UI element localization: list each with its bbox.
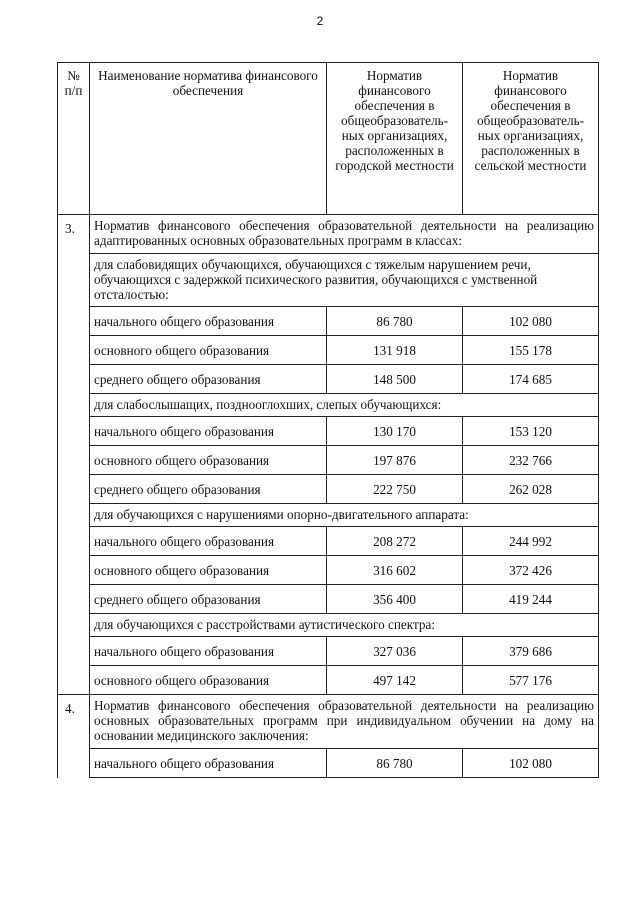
- city-value: 131 918: [327, 336, 463, 365]
- village-value: 372 426: [463, 556, 599, 585]
- table-row: [58, 365, 599, 394]
- city-value: 327 036: [327, 637, 463, 666]
- city-value: 208 272: [327, 527, 463, 556]
- level-cell: основного общего образования: [90, 556, 327, 585]
- section-3-title: Норматив финансового обеспечения образовательной деятельности на реализацию адаптированных основных образовательных программ в классах:: [90, 215, 599, 254]
- table-row: [58, 556, 599, 585]
- village-value: 153 120: [463, 417, 599, 446]
- section-4-title: Норматив финансового обеспечения образовательной деятельности на реализацию основных образовательных программ при индивидуальном обучении на дому на основании медицинского заключения:: [90, 695, 599, 749]
- level-cell: основного общего образования: [90, 666, 327, 695]
- village-value: 155 178: [463, 336, 599, 365]
- header-row: [58, 63, 599, 215]
- group-label: для слабослышащих, позднооглохших, слепых обучающихся:: [90, 394, 599, 417]
- city-value: 148 500: [327, 365, 463, 394]
- table-row: [58, 637, 599, 666]
- city-value: 497 142: [327, 666, 463, 695]
- city-value: 197 876: [327, 446, 463, 475]
- table-row: [58, 307, 599, 336]
- table-row: [58, 475, 599, 504]
- table-row: [58, 749, 599, 778]
- group-label-row: [58, 504, 599, 527]
- village-value: 244 992: [463, 527, 599, 556]
- section-4-title-row: [58, 695, 599, 749]
- page-number: 2: [316, 14, 324, 28]
- village-value: 232 766: [463, 446, 599, 475]
- table-row: [58, 336, 599, 365]
- section-4-number: 4.: [58, 695, 90, 749]
- group-label: для слабовидящих обучающихся, обучающихся с тяжелым нарушением речи, обучающихся с задержкой психического развития, обучающихся с умственной отсталостью:: [90, 254, 599, 307]
- level-cell: начального общего образования: [90, 527, 327, 556]
- village-value: 419 244: [463, 585, 599, 614]
- header-number: № п/п: [58, 63, 90, 215]
- section-3-number: 3.: [58, 215, 90, 254]
- village-value: 174 685: [463, 365, 599, 394]
- city-value: 222 750: [327, 475, 463, 504]
- table-row: [58, 666, 599, 695]
- group-label-row: [58, 254, 599, 307]
- header-name: Наименование норматива финансового обеспечения: [90, 63, 327, 215]
- group-label-row: [58, 394, 599, 417]
- village-value: 102 080: [463, 307, 599, 336]
- section-3-title-row: [58, 215, 599, 254]
- city-value: 356 400: [327, 585, 463, 614]
- city-value: 130 170: [327, 417, 463, 446]
- level-cell: начального общего образования: [90, 417, 327, 446]
- level-cell: начального общего образования: [90, 749, 327, 778]
- group-label: для обучающихся с нарушениями опорно-двигательного аппарата:: [90, 504, 599, 527]
- header-village: Норматив финансового обеспечения в общеобразователь-ных организациях, расположенных в сельской местности: [463, 63, 599, 215]
- village-value: 379 686: [463, 637, 599, 666]
- level-cell: основного общего образования: [90, 446, 327, 475]
- city-value: 86 780: [327, 749, 463, 778]
- village-value: 262 028: [463, 475, 599, 504]
- table-row: [58, 585, 599, 614]
- level-cell: основного общего образования: [90, 336, 327, 365]
- city-value: 316 602: [327, 556, 463, 585]
- normatives-table: [57, 62, 599, 778]
- level-cell: среднего общего образования: [90, 585, 327, 614]
- level-cell: начального общего образования: [90, 307, 327, 336]
- header-city: Норматив финансового обеспечения в общеобразователь-ных организациях, расположенных в городской местности: [327, 63, 463, 215]
- table-row: [58, 417, 599, 446]
- group-label: для обучающихся с расстройствами аутистического спектра:: [90, 614, 599, 637]
- level-cell: начального общего образования: [90, 637, 327, 666]
- village-value: 577 176: [463, 666, 599, 695]
- table-row: [58, 446, 599, 475]
- level-cell: среднего общего образования: [90, 365, 327, 394]
- level-cell: среднего общего образования: [90, 475, 327, 504]
- group-label-row: [58, 614, 599, 637]
- city-value: 86 780: [327, 307, 463, 336]
- table-row: [58, 527, 599, 556]
- village-value: 102 080: [463, 749, 599, 778]
